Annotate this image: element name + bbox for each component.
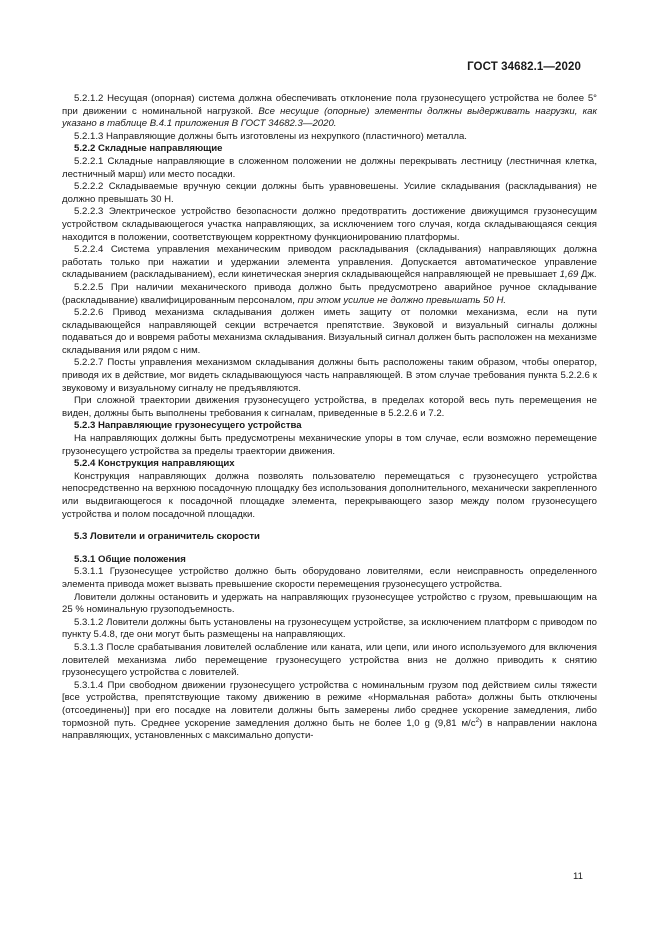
paragraph-5-3-1-2: 5.3.1.2 Ловители должны быть установлены на грузонесущем устройстве, за исключением платформ с приводом по пункту 5.4.8, где они могут быть размещены на направляющих. xyxy=(62,616,597,641)
italic-note: при этом усилие не должно превышать 50 Н. xyxy=(297,294,507,306)
paragraph-5-3-1-3: 5.3.1.3 После срабатывания ловителей ослабление или каната, или цепи, или иного используемого для включения ловителей механизма либо перемещение грузонесущего устройства вниз не должно приводить к снятию грузонесущего устройства с ловителей. xyxy=(62,641,597,679)
paragraph-5-3-1-1-cont: Ловители должны остановить и удержать на направляющих грузонесущее устройство с грузом, превышающим на 25 % номинальную грузоподъемность. xyxy=(62,591,597,616)
paragraph-5-2-1-2: 5.2.1.2 Несущая (опорная) система должна обеспечивать отклонение пола грузонесущего устройства не более 5° при движении с номинальной нагрузкой. Все несущие (опорные) элементы должны выдерживать нагрузки, как указано в таблице B.4.1 приложения В ГОСТ 34682.3—2020. xyxy=(62,93,597,130)
heading-5-2-4: 5.2.4 Конструкция направляющих xyxy=(74,458,235,470)
paragraph-5-2-2-3: 5.2.2.3 Электрическое устройство безопасности должно предотвратить достижение движущимся грузонесущим устройством складывающегося участка направляющих, за исключением того случая, когда складывающаяся секция находится в положении, соответствующем корректному функционированию платформы. xyxy=(62,206,597,243)
paragraph-5-2-2-4: 5.2.2.4 Система управления механическим приводом раскладывания (складывания) направляющих должна работать только при нажатии и удержании элемента управления. Допускается автоматическое управление складыванием (раскладыванием), если кинетическая энергия складывающейся направляющей не превышает 1,69 Дж. xyxy=(62,244,597,281)
paragraph-5-2-2-6: 5.2.2.6 Привод механизма складывания должен иметь защиту от поломки механизма, если на пути складывающейся направляющей секции встречается препятствие. Звуковой и визуальный сигналы должны подаваться до и вовремя работы механизма складывания. Визуальный сигнал должен быть расположен на механизме складывания или рядом с ним. xyxy=(62,307,597,356)
paragraph-5-2-2-7-cont: При сложной траектории движения грузонесущего устройства, в пределах которой весь путь перемещения не виден, должны быть выполнены требования к сигналам, приведенные в 5.2.2.6 и 7.2. xyxy=(62,395,597,419)
superscript: 2 xyxy=(475,716,480,724)
paragraph-5-2-2-7: 5.2.2.7 Посты управления механизмом складывания должны быть расположены таким образом, чтобы оператор, приводя их в действие, мог видеть складывающуюся часть направляющей. В этом случае требования пункта 5.2.2.6 к звуковому и визуальному сигналу не предъявляются. xyxy=(62,357,597,394)
paragraph-5-2-2-5: 5.2.2.5 При наличии механического привода должно быть предусмотрено аварийное ручное складывание (раскладывание) квалифицированным персоналом, при этом усилие не должно превышать 50 Н. xyxy=(62,281,597,306)
heading-5-3: 5.3 Ловители и ограничитель скорости xyxy=(74,531,260,543)
heading-5-3-1: 5.3.1 Общие положения xyxy=(74,553,186,565)
document-body xyxy=(62,93,597,743)
page-number: 11 xyxy=(573,871,583,882)
paragraph-5-2-4: Конструкция направляющих должна позволять пользователю перемещаться с грузонесущего устройства непосредственно на верхнюю посадочную площадку без использования дополнительного, механически закрепленного или выдвигающегося к посадочной площадке элемента, перекрывающего зазор между полом грузонесущего устройства и полом посадочной площадки. xyxy=(62,470,597,520)
paragraph-5-2-1-3: 5.2.1.3 Направляющие должны быть изготовлены из нехрупкого (пластичного) металла. xyxy=(74,130,467,142)
paragraph-5-3-1-1: 5.3.1.1 Грузонесущее устройство должно быть оборудовано ловителями, если неисправность определенного элемента привода может вызвать превышение скорости перемещения грузонесущего устройства. xyxy=(62,566,597,590)
heading-5-2-3: 5.2.3 Направляющие грузонесущего устройства xyxy=(74,420,302,432)
paragraph-5-2-2-1: 5.2.2.1 Складные направляющие в сложенном положении не должны перекрывать лестницу (лестничная клетка, лестничный марш) или место посадки. xyxy=(62,155,597,180)
paragraph-5-2-3: На направляющих должны быть предусмотрены механические упоры в том случае, если возможно перемещение грузонесущего устройства за пределы траектории движения. xyxy=(62,433,597,457)
paragraph-5-3-1-4: 5.3.1.4 При свободном движении грузонесущего устройства с номинальным грузом под действием силы тяжести [все устройства, препятствующие такому движению в режиме «Нормальная работа» должны быть отключены (отсоединены)] при его посадке на ловители должны быть замерены либо среднее ускорение замедления, либо тормозной путь. Среднее ускорение замедления должно быть не более 1,0 g (9,81 $м/с^2$) в направлении наклона направляющих, установленных с максимально допусти- xyxy=(62,679,597,742)
heading-5-2-2: 5.2.2 Складные направляющие xyxy=(74,143,223,155)
paragraph-5-2-2-2: 5.2.2.2 Складываемые вручную секции должны быть уравновешены. Усилие складывания (раскладывания) не должно превышать 30 Н. xyxy=(62,181,597,205)
italic-note: Все несущие (опорные) элементы должны выдерживать нагрузки, как указано в таблице B.4.1 приложения В ГОСТ 34682.3—2020. xyxy=(62,105,597,130)
italic-value: 1,69 xyxy=(559,269,579,281)
document-header: ГОСТ 34682.1—2020 xyxy=(467,61,581,73)
